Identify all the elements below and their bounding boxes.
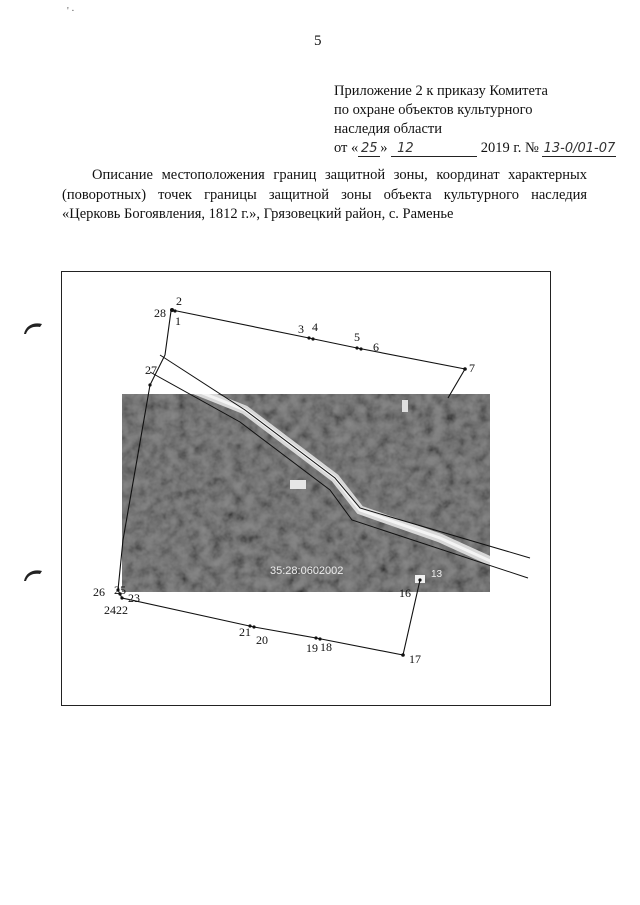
point-label-20: 20 (256, 633, 268, 647)
page-number: 5 (314, 33, 322, 49)
point-label-25: 25 (114, 583, 126, 597)
date-prefix: от « (334, 140, 359, 156)
point-label-19: 19 (306, 641, 318, 655)
point-label-3: 3 (298, 322, 304, 336)
order-number: 13-0/01-07 (543, 141, 616, 156)
description-line-2: (поворотных) точек границы защитной зоны объекта культурного наследия (62, 186, 587, 203)
point-label-24: 24 (104, 603, 116, 617)
point-label-1: 1 (175, 314, 181, 328)
appendix-line-3: наследия области (334, 121, 443, 137)
point-label-26: 26 (93, 585, 105, 599)
order-year: 2019 г. № (480, 140, 539, 156)
point-label-23: 23 (128, 591, 140, 605)
point-label-4: 4 (312, 320, 318, 334)
point-label-2: 2 (176, 294, 182, 308)
point-label-17: 17 (409, 652, 421, 666)
order-month: 12 (391, 141, 477, 157)
description-line-1: Описание местоположения границ защитной зоны, координат характерных (92, 167, 587, 183)
point-label-16: 16 (399, 586, 411, 600)
appendix-line-2: по охране объектов культурного (334, 102, 533, 118)
point-label-6: 6 (373, 340, 379, 354)
description-line-3: «Церковь Богоявления, 1812 г.», Грязовецкий район, с. Раменье (62, 206, 454, 222)
point-label-7: 7 (469, 361, 475, 375)
date-close: » (380, 140, 388, 156)
point-label-27: 27 (145, 363, 157, 377)
cadastral-number: 35:28:0602002 (270, 565, 344, 577)
point-label-5: 5 (354, 330, 360, 344)
point-label-22: 22 (116, 603, 128, 617)
point-label-21: 21 (239, 625, 251, 639)
order-day: 25 (358, 141, 380, 157)
scan-artifact: ' · (67, 6, 75, 17)
parcel-label: 13 (431, 569, 443, 580)
appendix-line-1: Приложение 2 к приказу Комитета (334, 83, 548, 99)
point-label-18: 18 (320, 640, 332, 654)
aerial-photo (122, 380, 510, 592)
point-label-28: 28 (154, 306, 166, 320)
